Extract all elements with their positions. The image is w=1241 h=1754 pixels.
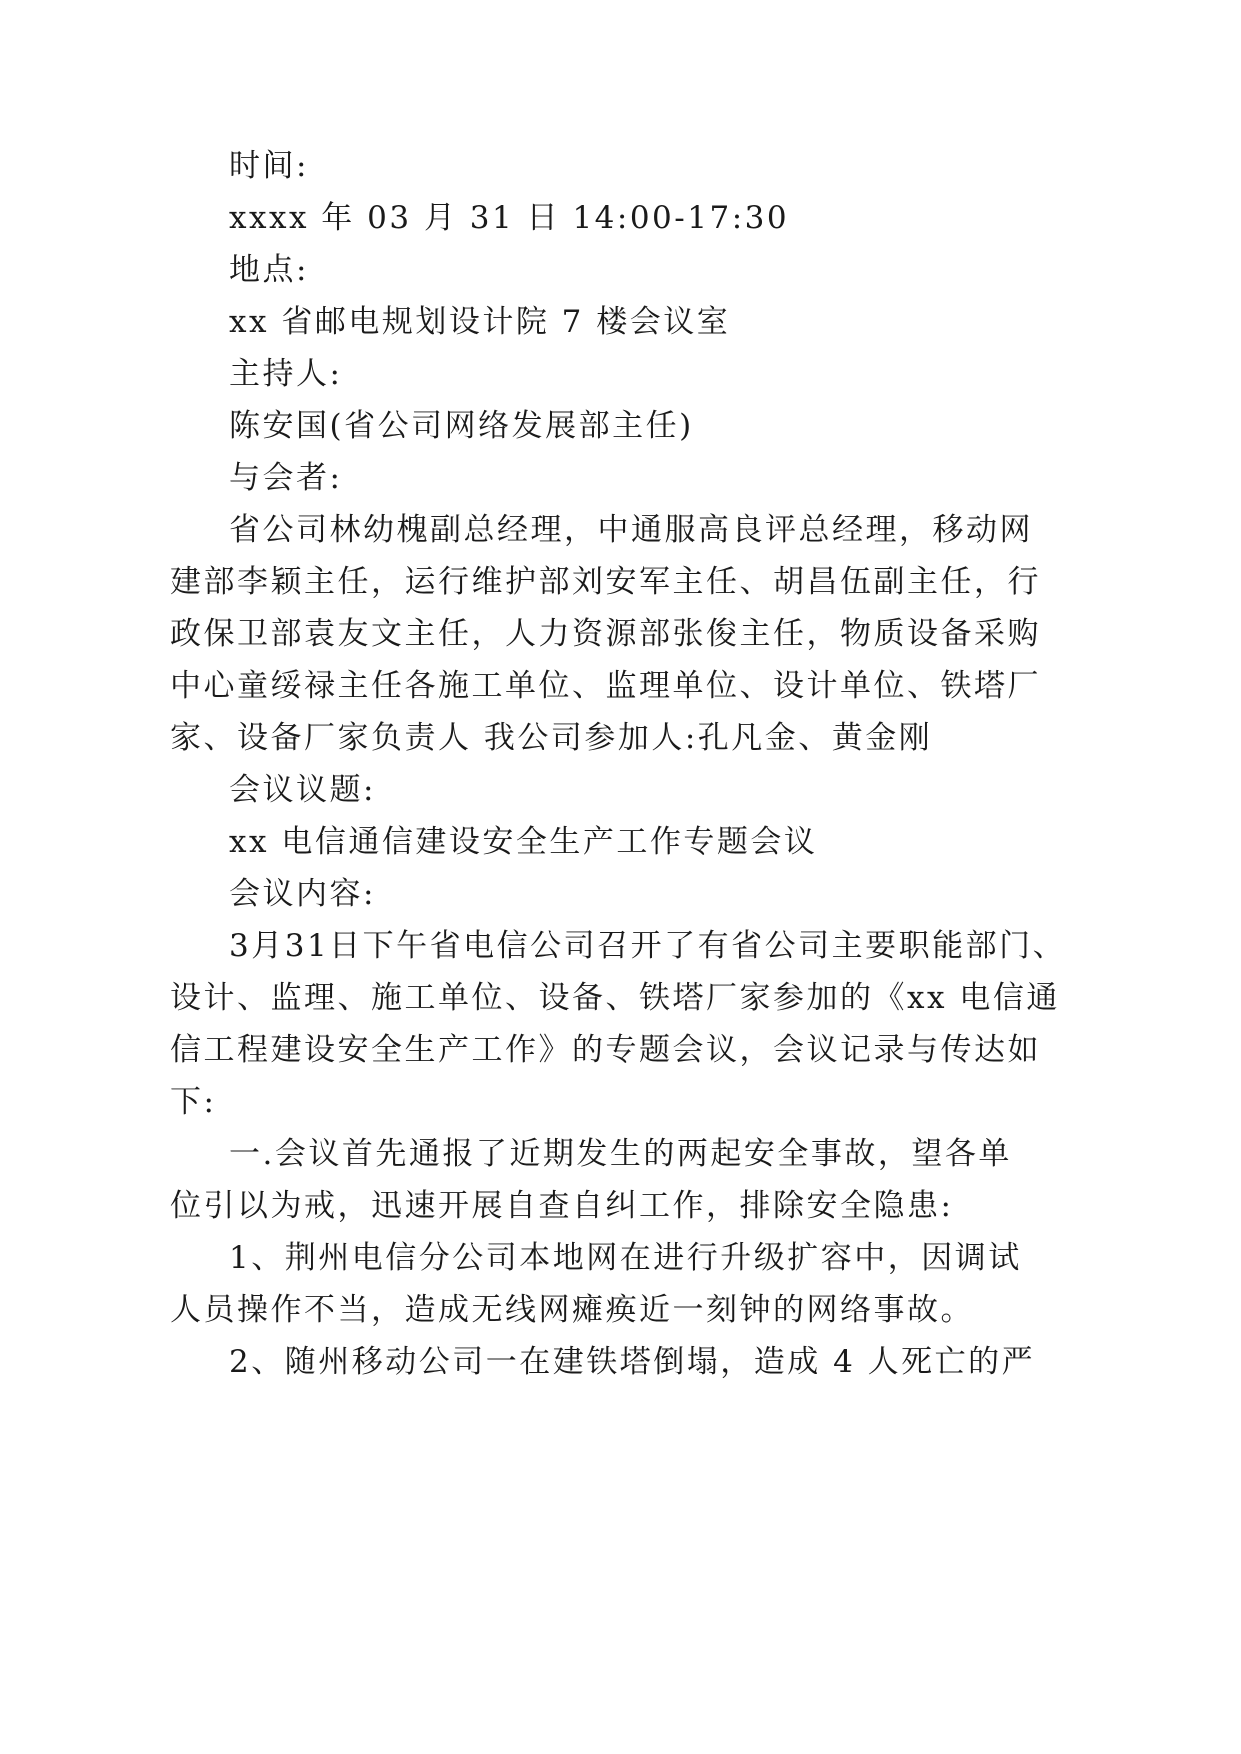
- content-line: 3月31日下午省电信公司召开了有省公司主要职能部门、: [229, 928, 1067, 964]
- time-label: 时间:: [229, 148, 309, 184]
- content-line: 人员操作不当，造成无线网瘫痪近一刻钟的网络事故。: [170, 1292, 974, 1328]
- content-line: 位引以为戒，迅速开展自查自纠工作，排除安全隐患:: [170, 1188, 954, 1224]
- attendees-label: 与会者:: [229, 460, 343, 496]
- time-value: xxxx 年 03 月 31 日 14:00-17:30: [229, 200, 790, 236]
- attendees-line: 省公司林幼槐副总经理，中通服高良评总经理，移动网: [229, 512, 1033, 548]
- host-value: 陈安国(省公司网络发展部主任): [229, 408, 694, 444]
- location-value: xx 省邮电规划设计院 7 楼会议室: [229, 304, 731, 340]
- topic-value: xx 电信通信建设安全生产工作专题会议: [229, 824, 818, 860]
- content-line: 信工程建设安全生产工作》的专题会议，会议记录与传达如: [170, 1032, 1041, 1068]
- host-label: 主持人:: [229, 356, 343, 392]
- attendees-line: 政保卫部袁友文主任，人力资源部张俊主任，物质设备采购: [170, 616, 1041, 652]
- content-line: 一.会议首先通报了近期发生的两起安全事故，望各单: [229, 1136, 1012, 1172]
- content-line: 1、荆州电信分公司本地网在进行升级扩容中，因调试: [229, 1240, 1022, 1276]
- attendees-line: 中心童绥禄主任各施工单位、监理单位、设计单位、铁塔厂: [170, 668, 1041, 704]
- topic-label: 会议议题:: [229, 772, 376, 808]
- attendees-line: 建部李颖主任，运行维护部刘安军主任、胡昌伍副主任，行: [170, 564, 1041, 600]
- content-label: 会议内容:: [229, 876, 376, 912]
- content-line: 2、随州移动公司一在建铁塔倒塌，造成 4 人死亡的严: [229, 1344, 1036, 1380]
- content-line: 下:: [170, 1084, 217, 1120]
- location-label: 地点:: [229, 252, 309, 288]
- attendees-line: 家、设备厂家负责人 我公司参加人:孔凡金、黄金刚: [170, 720, 933, 756]
- content-line: 设计、监理、施工单位、设备、铁塔厂家参加的《xx 电信通: [170, 980, 1060, 1016]
